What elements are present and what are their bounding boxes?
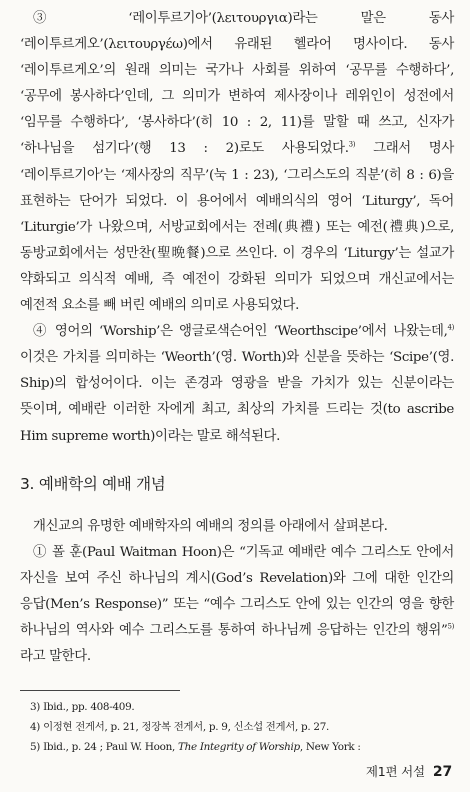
footnote-5-title: The Integrity of Worship	[177, 741, 300, 754]
paragraph-worship	[20, 319, 454, 449]
footnote-4: 4) 이정현 전게서, p. 21, 정장복 전게서, p. 9, 신소섭 전게서, p. 27.	[30, 721, 330, 734]
intro-paragraph: 개신교의 유명한 예배학자의 예배의 정의를 아래에서 살펴본다.	[33, 518, 388, 534]
paragraph-hoon-end: 라고 말한다.	[20, 649, 91, 665]
paragraph-worship-text: ④ 영어의 ‘Worship’은 앵글로색슨어인 ‘Weorthscipe’에서 나왔는데,	[33, 324, 448, 340]
paragraph-worship-cont: 이것은 가치를 의미하는 ‘Weorth’(영. Worth)와 신분을 뜻하는 ‘Scipe’(영. Ship)의 합성어이다. 이는 존경과 영광을 받을 가치가 있는 신분이라는 뜻이며, 예배란 이러한 자에게 최고, 최상의 가치를 드리는 것(to ascribe Him supreme worth)이라는 말로 해석된다.	[20, 350, 454, 444]
page-number: 27	[432, 764, 452, 780]
paragraph-hoon-text: ① 폴 훈(Paul Waitman Hoon)은 “기독교 예배란 예수 그리스도 안에서 자신을 보여 주신 하나님의 계시(God’s Revelation)와 그에 대한 인간의 응답(Men’s Response)” 또는 “예수 그리스도 안에 있는 인간의 영을 향한 하나님의 역사와 예수 그리스도를 통하여 하나님께 응답하는 인간의 행위”	[20, 544, 454, 638]
footnote-ref-4[interactable]: 4)	[447, 323, 454, 332]
footnote-5	[20, 737, 454, 757]
footnote-ref-5[interactable]: 5)	[447, 622, 454, 631]
page-body	[20, 6, 454, 757]
footnote-divider	[20, 690, 180, 691]
page-footer	[366, 762, 452, 780]
footnote-ref-3[interactable]: 3)	[348, 141, 356, 149]
footer-section-label: 제1편 서설	[365, 764, 425, 779]
section-heading: 3. 예배학의 예배 개념	[20, 474, 166, 493]
footnote-5-text: 5) Ibid., p. 24 ; Paul W. Hoon,	[30, 741, 175, 754]
paragraph-leitourgia	[20, 6, 454, 319]
paragraph-leitourgia-cont: 그래서 명사 ‘레이투르기아’는 ‘제사장의 직무’(눅 1 : 23), ‘그리스도의 직분’(히 8 : 6)을 표현하는 단어가 되었다. 이 용어에서 예배의식의 영어 ‘Liturgy’, 독어 ‘Liturgie’가 나왔으며, 서방교회에서는 전례(典禮) 또는 예전(禮典)으로, 동방교회에서는 성만찬(聖晩餐)으로 쓰인다. 이 경우의 ‘Liturgy’는 설교가 약화되고 의식적 예배, 즉 예전이 강화된 의미가 되었으며 개신교에서는 예전적 요소를 빼 버린 예배의 의미로 사용되었다.	[20, 141, 454, 314]
footnote-3: 3) Ibid., pp. 408-409.	[30, 701, 135, 714]
paragraph-leitourgia-text: ③ ‘레이투르기아’(λειτουργια)라는 말은 동사 ‘레이투르게오’(λειτουργέω)에서 유래된 헬라어 명사이다. 동사 ‘레이투르게오’의 원래 의미는 국가나 사회를 위하여 ‘공무를 수행하다’, ‘공무에 봉사하다’인데, 그 의미가 변하여 제사장이나 레위인이 성전에서 ‘임무를 수행하다’, ‘봉사하다’(히 10 : 2, 11)를 말할 때 쓰고, 신자가 ‘하나님을 섬기다’(행 13 : 2)로도 사용되었다.	[20, 11, 454, 157]
paragraph-hoon	[20, 540, 454, 670]
footnote-5-publisher: , New York :	[299, 741, 361, 754]
